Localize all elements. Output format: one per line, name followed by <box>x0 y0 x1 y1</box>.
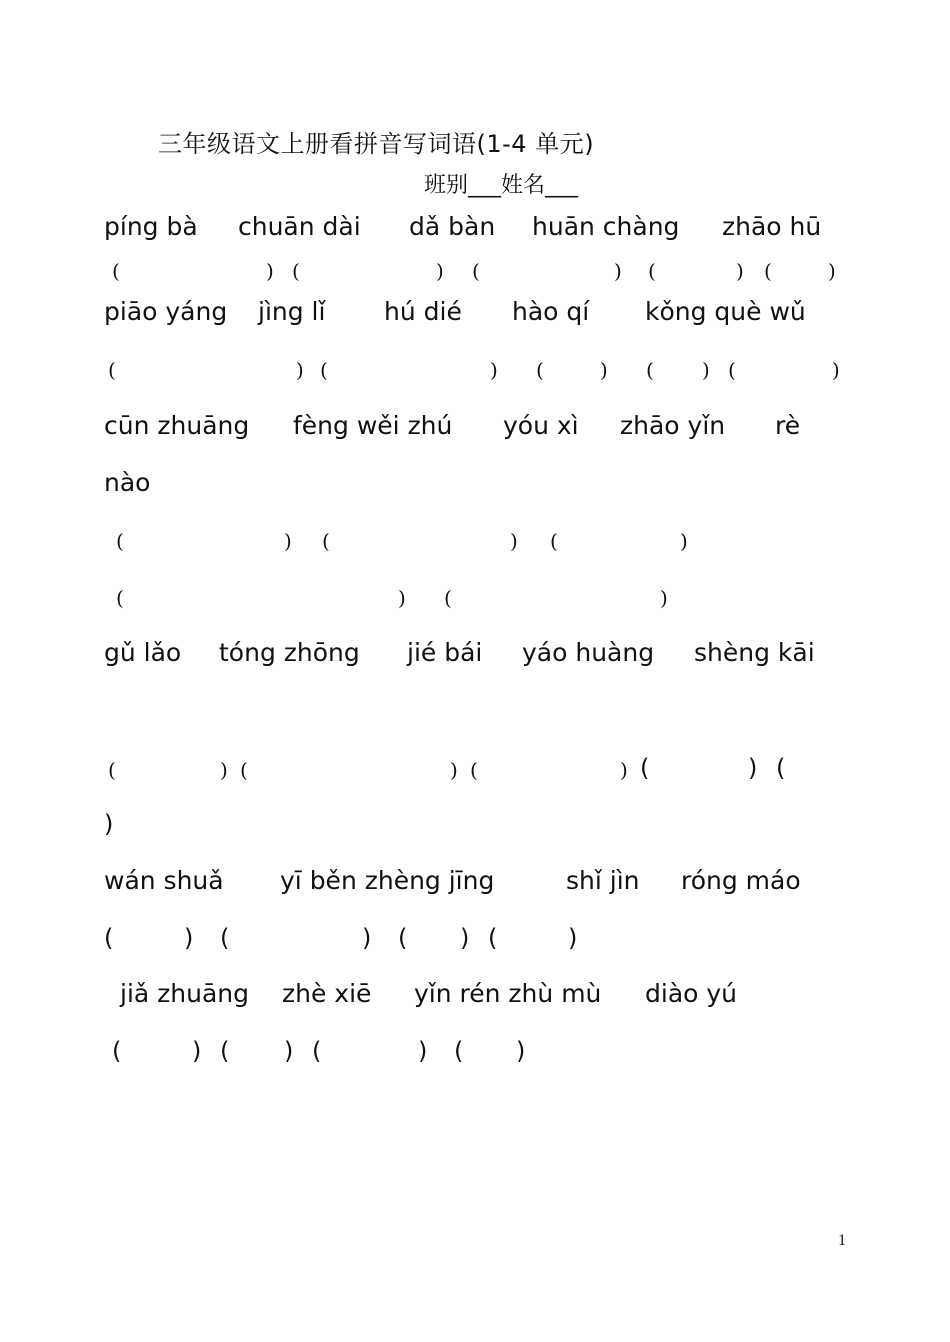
paren-open: ( <box>536 358 544 382</box>
paren-close: ) <box>568 924 578 952</box>
paren-close: ) <box>660 586 668 610</box>
pinyin-word: zhāo yǐn <box>620 411 726 440</box>
paren-close: ) <box>516 1037 526 1065</box>
paren-open: ( <box>108 358 116 382</box>
pinyin-word: cūn zhuāng <box>104 411 250 440</box>
paren-close: ) <box>490 358 498 382</box>
paren-close: ) <box>620 758 628 782</box>
paren-close: ) <box>828 259 836 283</box>
pinyin-word: rè <box>775 411 801 440</box>
paren-close: ) <box>104 810 114 838</box>
page-title: 三年级语文上册看拼音写词语(1-4 单元) <box>158 130 595 158</box>
pinyin-word: diào yú <box>645 979 738 1008</box>
pinyin-word: kǒng què wǔ <box>645 297 806 326</box>
paren-close: ) <box>736 259 744 283</box>
paren-close: ) <box>460 924 470 952</box>
pinyin-word: yóu xì <box>503 411 579 440</box>
paren-close: ) <box>266 259 274 283</box>
pinyin-word: fèng wěi zhú <box>293 411 453 440</box>
paren-close: ) <box>748 754 758 782</box>
paren-close: ) <box>184 924 194 952</box>
pinyin-word: wán shuǎ <box>104 866 224 895</box>
paren-open: ( <box>472 259 480 283</box>
paren-open: ( <box>398 924 408 952</box>
paren-close: ) <box>702 358 710 382</box>
paren-close: ) <box>220 758 228 782</box>
paren-open: ( <box>646 358 654 382</box>
pinyin-word: píng bà <box>104 212 198 241</box>
page-number: 1 <box>838 1232 846 1249</box>
pinyin-word: zhè xiē <box>282 979 372 1008</box>
paren-open: ( <box>116 586 124 610</box>
paren-open: ( <box>116 529 124 553</box>
paren-open: ( <box>640 754 650 782</box>
paren-close: ) <box>192 1037 202 1065</box>
pinyin-word: shǐ jìn <box>566 866 640 895</box>
paren-close: ) <box>436 259 444 283</box>
paren-open: ( <box>454 1037 464 1065</box>
paren-open: ( <box>648 259 656 283</box>
paren-open: ( <box>292 259 300 283</box>
paren-close: ) <box>398 586 406 610</box>
pinyin-word: nào <box>104 468 151 497</box>
paren-open: ( <box>220 1037 230 1065</box>
paren-open: ( <box>444 586 452 610</box>
paren-open: ( <box>108 758 116 782</box>
paren-open: ( <box>112 1037 122 1065</box>
paren-open: ( <box>764 259 772 283</box>
paren-open: ( <box>488 924 498 952</box>
class-name-line: 班别___姓名___ <box>424 173 579 198</box>
paren-open: ( <box>470 758 478 782</box>
paren-close: ) <box>284 1037 294 1065</box>
pinyin-word: tóng zhōng <box>219 638 360 667</box>
pinyin-word: shèng kāi <box>694 638 815 667</box>
pinyin-word: dǎ bàn <box>409 212 496 241</box>
paren-close: ) <box>680 529 688 553</box>
paren-open: ( <box>728 358 736 382</box>
paren-open: ( <box>112 259 120 283</box>
pinyin-word: zhāo hū <box>722 212 822 241</box>
paren-close: ) <box>450 758 458 782</box>
paren-open: ( <box>312 1037 322 1065</box>
pinyin-word: jiǎ zhuāng <box>120 979 250 1008</box>
paren-close: ) <box>510 529 518 553</box>
paren-close: ) <box>296 358 304 382</box>
pinyin-word: gǔ lǎo <box>104 638 182 667</box>
pinyin-word: yǐn rén zhù mù <box>414 979 602 1008</box>
pinyin-word: jié bái <box>407 638 483 667</box>
paren-open: ( <box>240 758 248 782</box>
paren-close: ) <box>284 529 292 553</box>
paren-open: ( <box>550 529 558 553</box>
pinyin-word: jìng lǐ <box>258 297 326 326</box>
paren-open: ( <box>220 924 230 952</box>
pinyin-word: hú dié <box>384 297 462 326</box>
paren-open: ( <box>322 529 330 553</box>
pinyin-word: yáo huàng <box>522 638 655 667</box>
pinyin-word: chuān dài <box>238 212 361 241</box>
paren-open: ( <box>320 358 328 382</box>
pinyin-word: hào qí <box>512 297 590 326</box>
paren-close: ) <box>600 358 608 382</box>
paren-close: ) <box>614 259 622 283</box>
pinyin-word: piāo yáng <box>104 297 228 326</box>
pinyin-word: róng máo <box>681 866 801 895</box>
paren-open: ( <box>104 924 114 952</box>
paren-close: ) <box>418 1037 428 1065</box>
paren-open: ( <box>776 754 786 782</box>
paren-close: ) <box>362 924 372 952</box>
paren-close: ) <box>832 358 840 382</box>
pinyin-word: huān chàng <box>532 212 680 241</box>
pinyin-word: yī běn zhèng jīng <box>280 866 495 895</box>
